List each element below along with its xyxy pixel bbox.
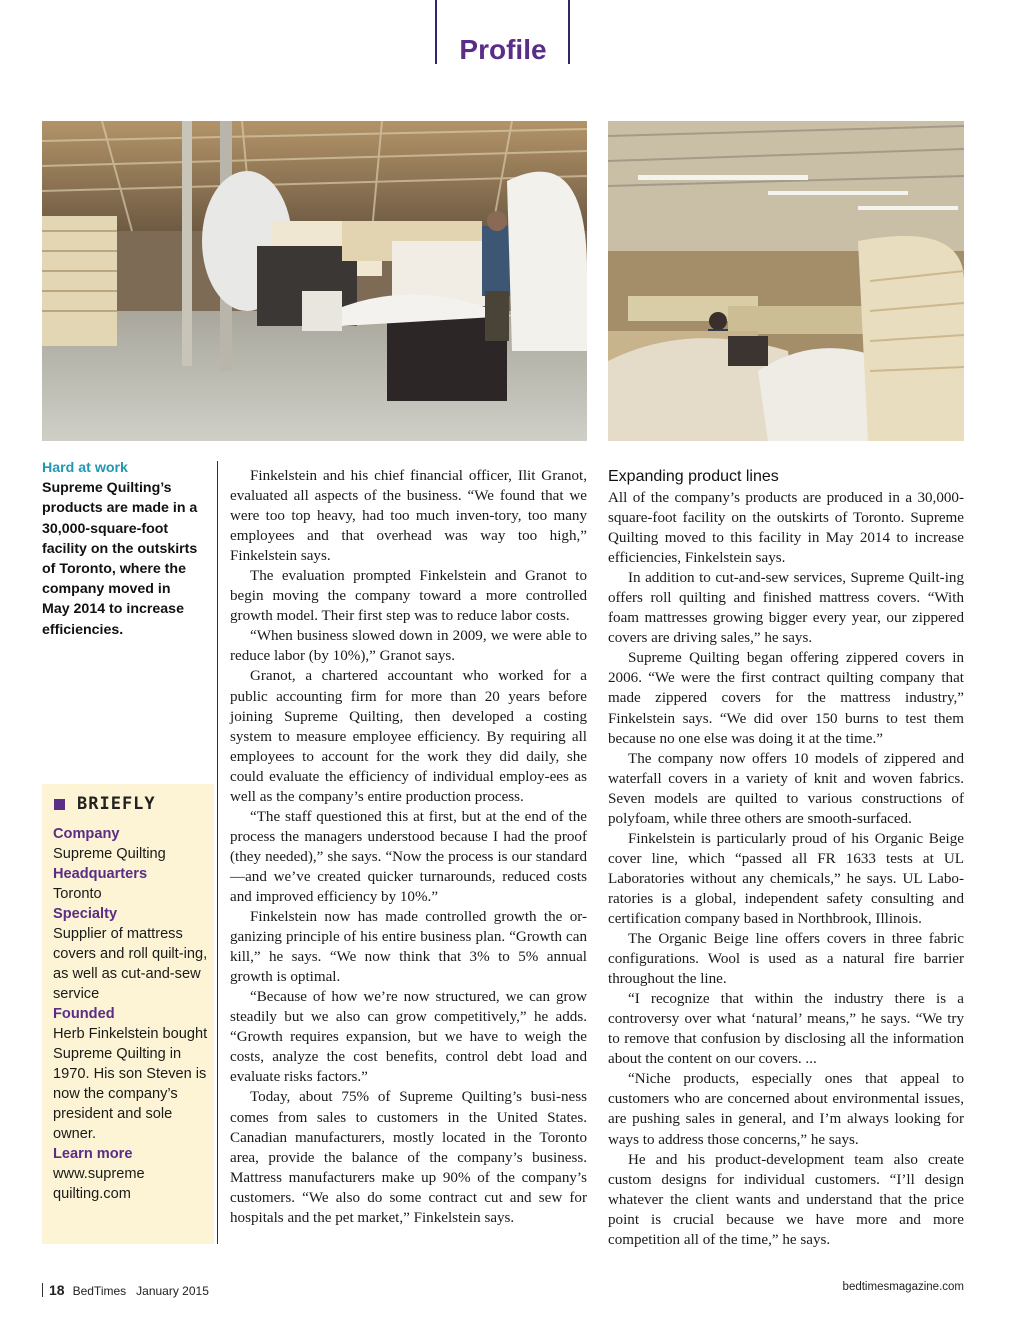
footer-folio bbox=[42, 1281, 209, 1298]
briefly-box bbox=[42, 784, 214, 1244]
briefly-heading bbox=[54, 794, 156, 814]
paragraph: The evaluation prompted Finkelstein and Granot to begin moving the company toward a more controlled growth model. Their first step was to reduce labor costs. bbox=[230, 568, 587, 625]
paragraph: Supreme Quilting began offering zippered covers in 2006. “We were the first contract quilting company that made zippered covers for the mattress industry,” Finkelstein says. “We did over 150 burns to test them because no one else was doing it at the time.” bbox=[608, 650, 964, 747]
footer-rule bbox=[42, 1283, 43, 1297]
fact-value-specialty: Supplier of mattress covers and roll quilt-ing, as well as cut-and-sew service bbox=[53, 926, 208, 1002]
paragraph: The company now offers 10 models of zippered and waterfall covers in a variety of knit and woven fabrics. Seven models are quilted to various constructions of polyfoam, while three others are smooth-surfaced. bbox=[608, 750, 964, 827]
article-column-right bbox=[608, 466, 964, 1250]
photo-caption bbox=[42, 458, 202, 640]
article-column-middle bbox=[230, 466, 587, 1228]
square-bullet-icon bbox=[54, 799, 65, 810]
fact-label-company: Company bbox=[53, 826, 120, 842]
warehouse-photo bbox=[42, 121, 587, 441]
paragraph: “When business slowed down in 2009, we were able to reduce labor (by 10%),” Granot says. bbox=[230, 628, 587, 665]
fact-value-company: Supreme Quilting bbox=[53, 846, 166, 862]
page-number: 18 bbox=[49, 1282, 65, 1298]
briefly-heading-text: BRIEFLY bbox=[77, 794, 156, 814]
paragraph: “The staff questioned this at first, but at the end of the process the managers understood because I had the proof (they needed),” she says. “Now the process is our standard—and we’ve created quicker turnarounds, reduced costs and improved efficiency by 10%.” bbox=[230, 808, 587, 905]
magazine-name: BedTimes bbox=[72, 1284, 127, 1298]
paragraph: He and his product-development team also create custom designs for individual customers. “I’ll design whatever the client wants and understand that the price point is crucial because we have more and more competition all of the time,” he says. bbox=[608, 1151, 964, 1248]
footer-website-link[interactable]: bedtimesmagazine.com bbox=[842, 1281, 964, 1293]
column-divider bbox=[217, 461, 218, 1244]
paragraph: Finkelstein now has made controlled growth the or-ganizing principle of his entire business plan. “Growth can kill,” he says. “We now think that 3% to 5% annual growth is optimal. bbox=[230, 909, 587, 986]
paragraph: “Because of how we’re now structured, we can grow steadily but we also can grow competitively,” he adds. “Growth requires expansion, but we have to weigh the costs, analyze the cost benefits, control debt load and evaluate risks factors.” bbox=[230, 989, 587, 1086]
fact-value-founded: Herb Finkelstein bought Supreme Quilting in 1970. His son Steven is now the company’s president and sole owner. bbox=[53, 1026, 208, 1142]
fact-value-website-link[interactable]: www.supreme quilting.com bbox=[53, 1166, 145, 1202]
fact-label-founded: Founded bbox=[53, 1006, 115, 1022]
paragraph: “I recognize that within the industry there is a controversy over what ‘natural’ means,” he says. “We try to remove that confusion by disclosing all the information about the content on our covers. ... bbox=[608, 991, 964, 1068]
paragraph: Finkelstein is particularly proud of his Organic Beige cover line, which “passed all FR 1633 tests at UL Laboratories without any chemicals,” he says. UL Labo-ratories is a global, independent safety consulting and certification company based in Northbrook, Illinois. bbox=[608, 830, 964, 927]
fact-label-headquarters: Headquarters bbox=[53, 866, 148, 882]
paragraph: Today, about 75% of Supreme Quilting’s busi-ness comes from sales to customers in the United States. Canadian manufacturers, mostly located in the Toronto area, provide the balance of the company’s business. Mattress manufacturers make up 90% of the company’s customers. “We also do some contract cut and sew for hospitals and the pet market,” Finkelstein says. bbox=[230, 1089, 587, 1226]
fact-label-specialty: Specialty bbox=[53, 906, 118, 922]
paragraph: In addition to cut-and-sew services, Supreme Quilt-ing offers roll quilting and finished mattress covers. “With foam mattresses growing bigger every year, our zippered covers are driving sales,” he says. bbox=[608, 570, 964, 647]
section-title: Profile bbox=[459, 34, 547, 65]
paragraph: The Organic Beige line offers covers in three fabric configurations. Wool is used as a natural fire barrier throughout the line. bbox=[608, 931, 964, 988]
paragraph: Finkelstein and his chief financial officer, Ilit Granot, evaluated all aspects of the business. “We found that we were too top heavy, had too much inven-tory, too many employees and that overhead was way too high,” Finkelstein says. bbox=[230, 468, 587, 565]
paragraph: Granot, a chartered accountant who worked for a public accounting firm for more than 20 years before joining Supreme Quilting, then developed a costing system to measure employee efficiency. By requiring all employees to account for the work they did daily, she could evaluate the efficiency of individual employ-ees as well as the company’s entire production process. bbox=[230, 668, 587, 805]
fact-label-learn-more: Learn more bbox=[53, 1146, 133, 1162]
sewing-floor-photo bbox=[608, 121, 964, 441]
caption-title: Hard at work bbox=[42, 460, 128, 476]
subheading: Expanding product lines bbox=[608, 468, 779, 485]
caption-text: Supreme Quilting’s products are made in a 30,000-square-foot facility on the outskirts of Toronto, where the company moved in May 2014 to increase efficiencies. bbox=[42, 480, 198, 638]
briefly-facts bbox=[53, 824, 213, 1204]
issue-date: January 2015 bbox=[136, 1284, 209, 1298]
fact-value-headquarters: Toronto bbox=[53, 886, 102, 902]
paragraph: All of the company’s products are produced in a 30,000-square-foot facility on the outskirts of Toronto. Supreme Quilting moved to this facility in May 2014 to increase efficiencies, Finkelstein says. bbox=[608, 490, 964, 567]
paragraph: “Niche products, especially ones that appeal to customers who are concerned about environmental issues, are pushing sales in general, and I’m always looking for ways to address those concerns,” he says. bbox=[608, 1071, 964, 1148]
